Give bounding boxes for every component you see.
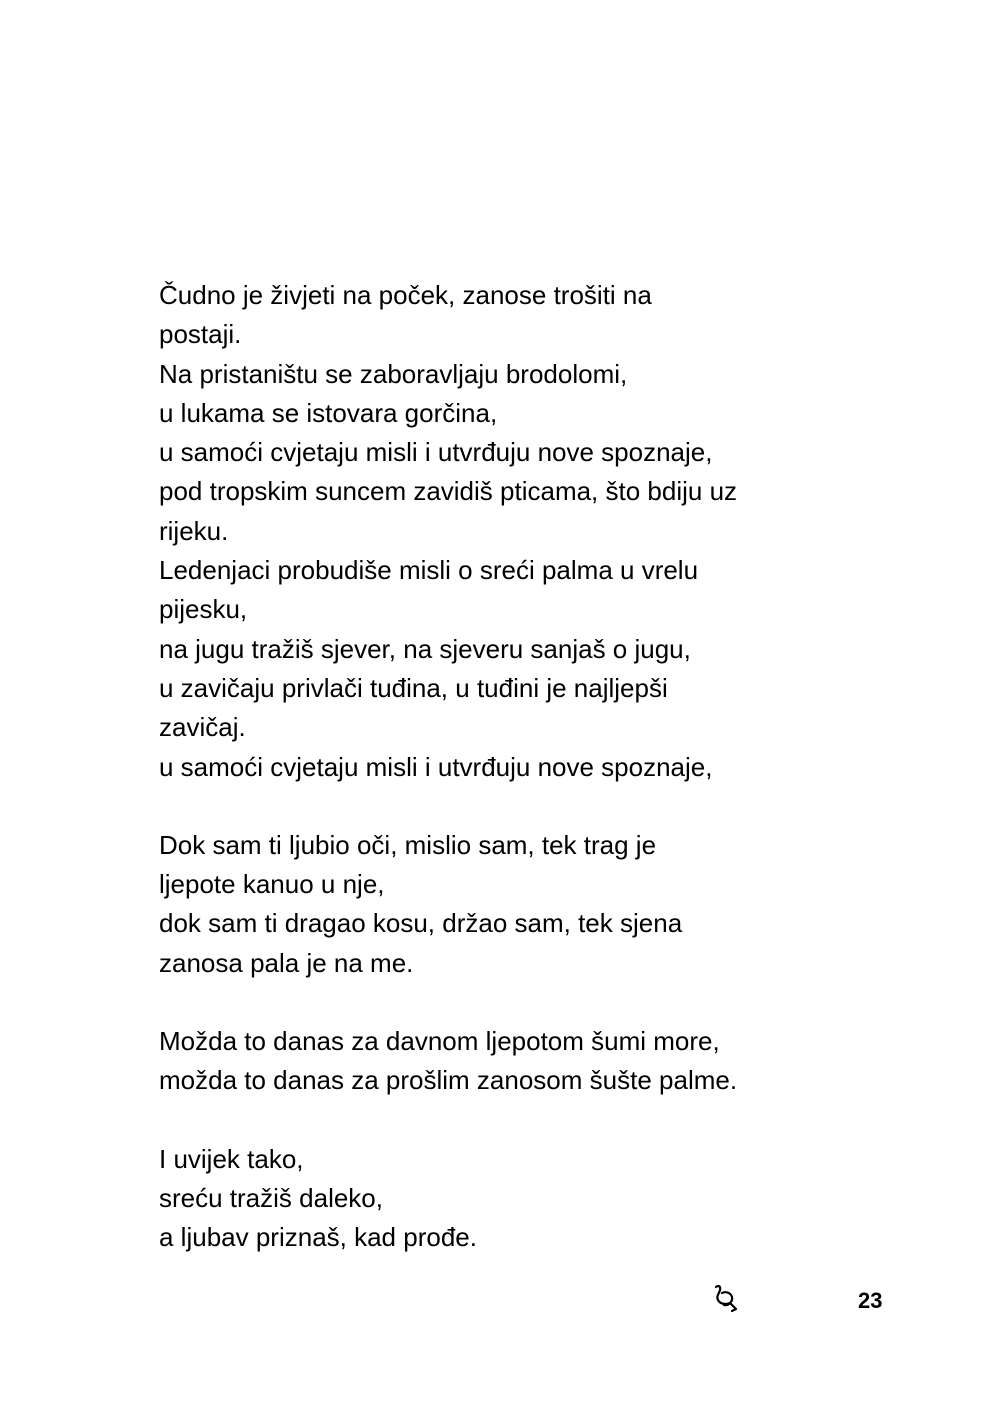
- poem-line: sreću tražiš daleko,: [159, 1182, 383, 1213]
- poem-line: Ledenjaci probudiše misli o sreći palma u vrelu: [159, 555, 699, 586]
- poem-line: I uvijek tako,: [159, 1143, 304, 1174]
- poem-line: u zavičaju privlači tuđina, u tuđini je najljepši: [159, 672, 668, 703]
- poem-line: Dok sam ti ljubio oči, mislio sam, tek trag je: [159, 829, 657, 860]
- stanza-1: [159, 276, 859, 787]
- poem-line: ljepote kanuo u nje,: [159, 869, 385, 900]
- stanza-2: [159, 826, 859, 983]
- stanza-4: [159, 1140, 859, 1258]
- poem-line: u samoći cvjetaju misli i utvrđuju nove spoznaje,: [159, 437, 713, 468]
- poem-line: zanosa pala je na me.: [159, 947, 414, 978]
- poem-line: zavičaj.: [159, 712, 246, 743]
- stanza-3: [159, 1022, 859, 1101]
- poem-line: u samoći cvjetaju misli i utvrđuju nove spoznaje,: [159, 751, 713, 782]
- poem-line: možda to danas za prošlim zanosom šušte palme.: [159, 1065, 738, 1096]
- poem-line: pijesku,: [159, 594, 248, 625]
- poem-line: a ljubav priznaš, kad prođe.: [159, 1222, 477, 1253]
- poem-line: Čudno je živjeti na poček, zanose trošiti na: [159, 280, 652, 310]
- poem: [159, 276, 859, 1258]
- page-number: 23: [858, 1288, 883, 1313]
- poem-line: rijeku.: [159, 515, 229, 546]
- poem-line: dok sam ti dragao kosu, držao sam, tek sjena: [159, 908, 683, 939]
- poem-line: Možda to danas za davnom ljepotom šumi more,: [159, 1026, 720, 1057]
- flourish-ornament-icon: [712, 1283, 740, 1313]
- poem-line: postaji.: [159, 319, 242, 350]
- poem-line: u lukama se istovara gorčina,: [159, 397, 498, 428]
- poem-line: Na pristaništu se zaboravljaju brodolomi,: [159, 358, 628, 389]
- poem-line: pod tropskim suncem zavidiš pticama, što bdiju uz: [159, 476, 738, 507]
- poem-line: na jugu tražiš sjever, na sjeveru sanjaš o jugu,: [159, 633, 691, 664]
